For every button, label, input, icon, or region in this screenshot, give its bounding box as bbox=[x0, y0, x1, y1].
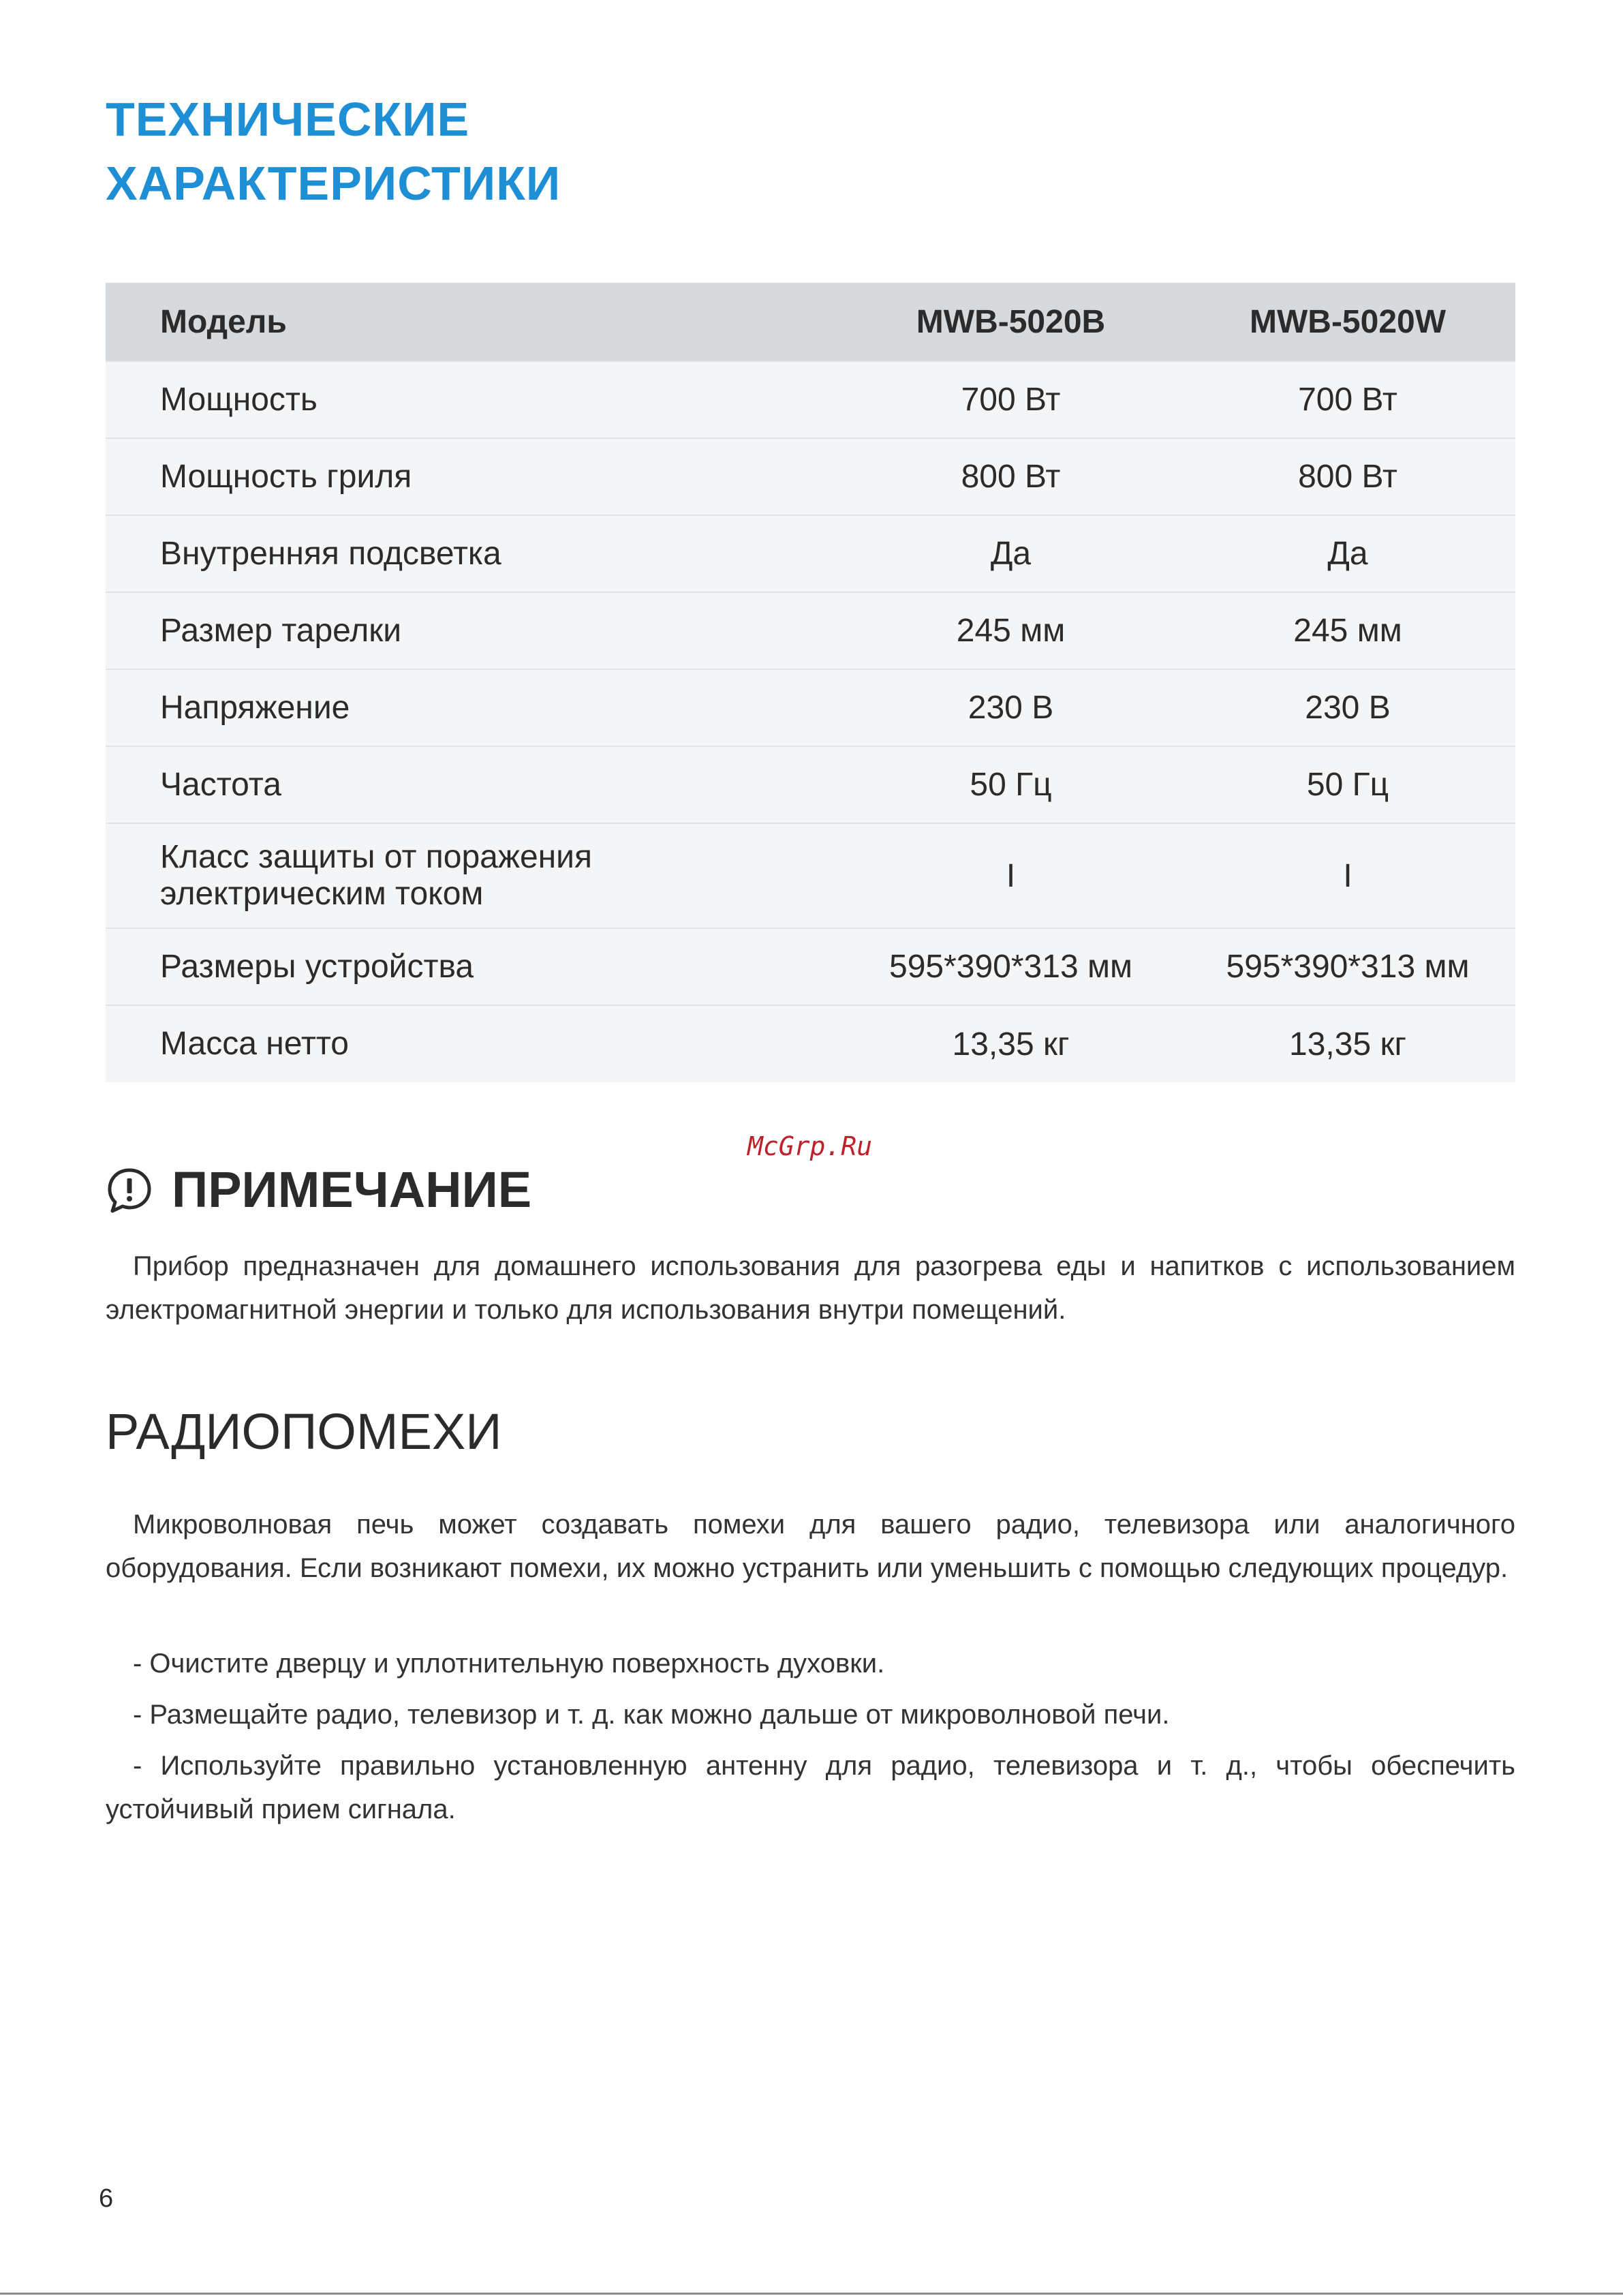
row-label-line-2: электрическим током bbox=[160, 876, 484, 912]
page-title bbox=[106, 87, 561, 215]
exclamation-speech-bubble-icon bbox=[106, 1167, 153, 1214]
row-value-b: 50 Гц bbox=[970, 767, 1052, 803]
row-value-w: 700 Вт bbox=[1298, 382, 1397, 418]
radio-heading: РАДИОПОМЕХИ bbox=[106, 1403, 502, 1460]
row-value-w: 245 мм bbox=[1293, 613, 1402, 649]
row-value-w: 595*390*313 мм bbox=[1226, 949, 1470, 985]
title-line-1: ТЕХНИЧЕСКИЕ bbox=[106, 93, 470, 146]
row-value-b: 595*390*313 мм bbox=[889, 949, 1132, 985]
header-model-b: MWB-5020B bbox=[916, 303, 1106, 340]
row-label: Мощность bbox=[160, 381, 318, 418]
note-text: Прибор предназначен для домашнего использования для разогрева еды и напитков с использованием электромагнитной энергии и только для использования внутри помещений. bbox=[106, 1251, 1515, 1325]
row-value-b: 230 В bbox=[968, 690, 1054, 726]
radio-item-3: - Используйте правильно установленную антенну для радио, телевизора и т. д., чтобы обеспечить устойчивый прием сигнала. bbox=[106, 1751, 1515, 1824]
header-model-w: MWB-5020W bbox=[1249, 303, 1447, 340]
table-row bbox=[106, 361, 1515, 438]
table-row bbox=[106, 438, 1515, 515]
row-label: Внутренняя подсветка bbox=[160, 535, 501, 572]
radio-intro: Микроволновая печь может создавать помехи для вашего радио, телевизора или аналогичного оборудования. Если возникают помехи, их можно устранить или уменьшить с помощью следующих процедур. bbox=[106, 1510, 1515, 1583]
row-label: Размеры устройства bbox=[160, 948, 474, 985]
row-label: Частота bbox=[160, 766, 281, 803]
row-value-w: 230 В bbox=[1305, 690, 1391, 726]
table-header-row bbox=[106, 283, 1515, 361]
table-row bbox=[106, 823, 1515, 928]
table-row bbox=[106, 928, 1515, 1005]
radio-item-1: - Очистите дверцу и уплотнительную поверхность духовки. bbox=[133, 1649, 885, 1679]
row-value-w: I bbox=[1343, 857, 1352, 894]
table-row bbox=[106, 515, 1515, 592]
table-row bbox=[106, 592, 1515, 669]
row-value-w: Да bbox=[1327, 536, 1368, 572]
row-label: Размер тарелки bbox=[160, 612, 402, 649]
title-line-2: ХАРАКТЕРИСТИКИ bbox=[106, 157, 561, 210]
row-value-b: I bbox=[1006, 857, 1016, 894]
row-value-b: 700 Вт bbox=[961, 382, 1061, 418]
table-row bbox=[106, 1005, 1515, 1082]
watermark: McGrp.Ru bbox=[747, 1131, 873, 1161]
row-label: Мощность гриля bbox=[160, 458, 412, 495]
row-value-w: 13,35 кг bbox=[1289, 1026, 1406, 1062]
row-value-b: 245 мм bbox=[956, 613, 1066, 649]
row-value-b: 800 Вт bbox=[961, 459, 1061, 495]
page-number: 6 bbox=[99, 2184, 114, 2213]
row-label bbox=[106, 823, 841, 928]
specs-table bbox=[106, 283, 1515, 1082]
table-row bbox=[106, 669, 1515, 746]
row-value-b: 13,35 кг bbox=[952, 1026, 1070, 1062]
page-bottom-divider bbox=[0, 2293, 1623, 2295]
table-row bbox=[106, 746, 1515, 823]
row-value-w: 800 Вт bbox=[1298, 459, 1397, 495]
row-label-line-1: Класс защиты от поражения bbox=[160, 839, 592, 875]
row-label: Масса нетто bbox=[160, 1026, 349, 1062]
note-heading: ПРИМЕЧАНИЕ bbox=[172, 1161, 532, 1218]
header-model: Модель bbox=[160, 303, 287, 340]
row-label: Напряжение bbox=[160, 689, 350, 726]
radio-item-2: - Размещайте радио, телевизор и т. д. как можно дальше от микроволновой печи. bbox=[133, 1700, 1170, 1730]
row-value-w: 50 Гц bbox=[1306, 767, 1389, 803]
row-value-b: Да bbox=[990, 536, 1032, 572]
